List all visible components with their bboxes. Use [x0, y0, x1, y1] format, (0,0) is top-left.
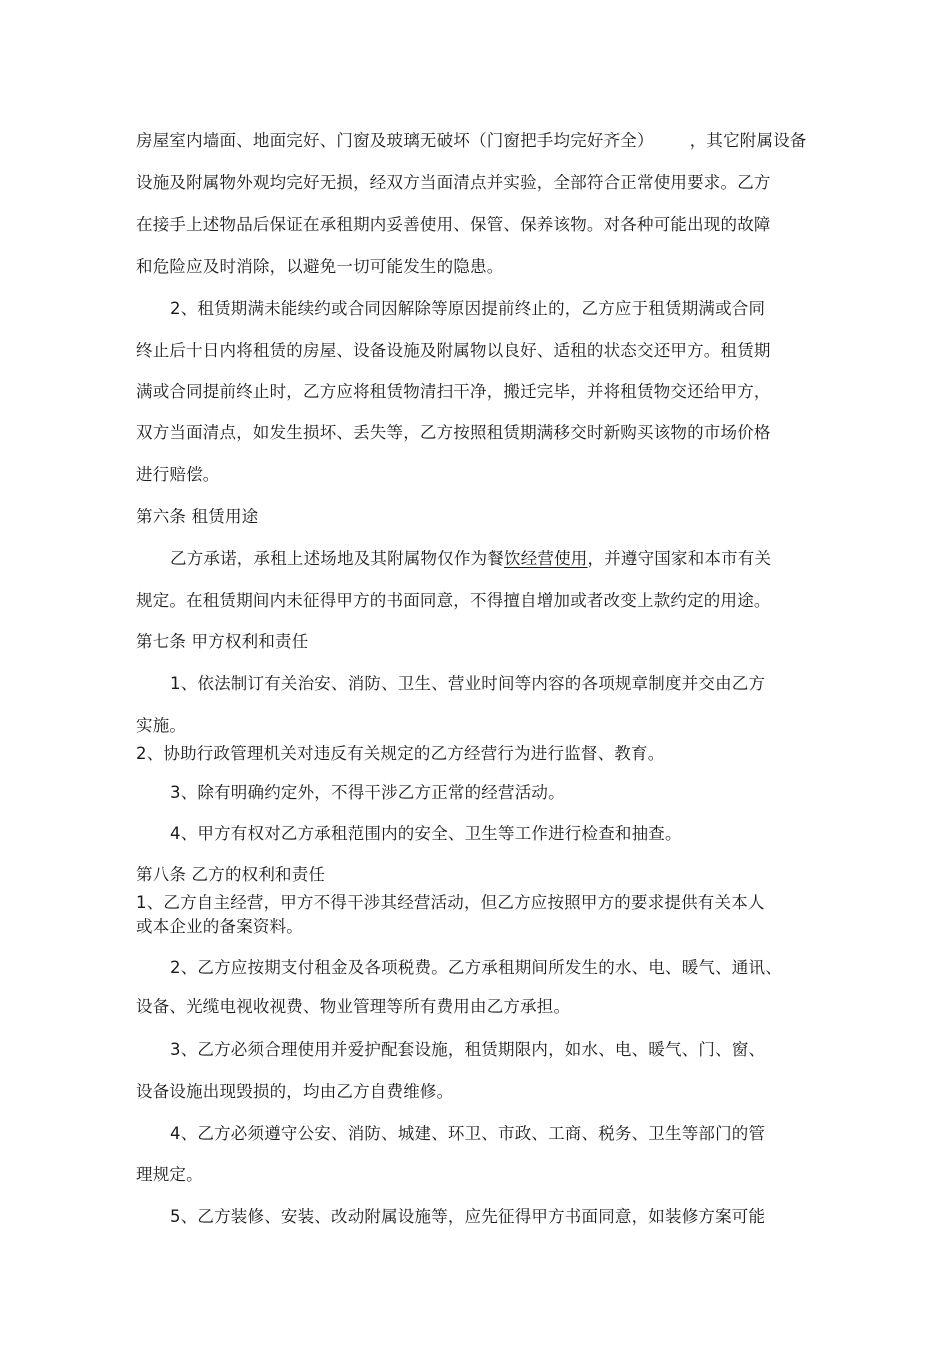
paragraph-line: 5、乙方装修、安装、改动附属设施等，应先征得甲方书面同意，如装修方案可能 [170, 1207, 766, 1226]
paragraph-line: 2、协助行政管理机关对违反有关规定的乙方经营行为进行监督、教育。 [136, 744, 665, 763]
paragraph-line: 在接手上述物品后保证在承租期内妥善使用、保管、保养该物。对各种可能出现的故障 [136, 215, 771, 234]
text-segment: 房屋室内墙面、地面完好、门窗及玻璃无破坏（门窗把手均完好齐全） [136, 131, 654, 150]
section-heading-article-8: 第八条 乙方的权利和责任 [136, 865, 326, 884]
text-segment: 乙方承诺，承租上述场地及其附属物仅作为餐 [170, 549, 504, 568]
paragraph-line: 4、乙方必须遵守公安、消防、城建、环卫、市政、工商、税务、卫生等部门的管 [170, 1124, 766, 1143]
paragraph-line: 设备、光缆电视收视费、物业管理等所有费用由乙方承担。 [136, 997, 571, 1016]
paragraph-line: 3、乙方必须合理使用并爱护配套设施，租赁期限内，如水、电、暖气、门、窗、 [170, 1040, 766, 1059]
underlined-text: 饮经营使用 [504, 549, 588, 568]
paragraph-line: 1、乙方自主经营，甲方不得干涉其经营活动，但乙方应按照甲方的要求提供有关本人 [136, 893, 765, 912]
paragraph-line: 终止后十日内将租赁的房屋、设备设施及附属物以良好、适租的状态交还甲方。租赁期 [136, 341, 771, 360]
text-segment: ，其它附属设备 [689, 131, 807, 150]
paragraph-line: 4、甲方有权对乙方承租范围内的安全、卫生等工作进行检查和抽查。 [170, 824, 682, 843]
paragraph-line: 2、乙方应按期支付租金及各项税费。乙方承租期间所发生的水、电、暖气、通讯、 [170, 958, 782, 977]
paragraph-line [136, 131, 807, 151]
paragraph-line: 设施及附属物外观均完好无损，经双方当面清点并实验，全部符合正常使用要求。乙方 [136, 173, 771, 192]
section-heading-article-7: 第七条 甲方权利和责任 [136, 632, 309, 651]
paragraph-line: 满或合同提前终止时，乙方应将租赁物清扫干净，搬迁完毕，并将租赁物交还给甲方， [136, 382, 771, 401]
paragraph-line: 理规定。 [136, 1165, 203, 1184]
section-heading-article-6: 第六条 租赁用途 [136, 507, 259, 526]
paragraph-line: 1、依法制订有关治安、消防、卫生、营业时间等内容的各项规章制度并交由乙方 [170, 674, 766, 693]
paragraph-line: 和危险应及时消除，以避免一切可能发生的隐患。 [136, 257, 504, 276]
paragraph-line [170, 549, 771, 569]
paragraph-line: 双方当面清点，如发生损坏、丢失等，乙方按照租赁期满移交时新购买该物的市场价格 [136, 423, 771, 442]
paragraph-line: 进行赔偿。 [136, 465, 220, 484]
paragraph-line: 规定。在租赁期间内未征得甲方的书面同意，不得擅自增加或者改变上款约定的用途。 [136, 591, 771, 610]
paragraph-line: 实施。 [136, 716, 187, 735]
paragraph-line: 设备设施出现毁损的，均由乙方自费维修。 [136, 1082, 454, 1101]
text-segment: ，并遵守国家和本市有关 [587, 549, 772, 568]
paragraph-line: 2、租赁期满未能续约或合同因解除等原因提前终止的，乙方应于租赁期满或合同 [170, 299, 766, 318]
paragraph-line: 或本企业的备案资料。 [136, 917, 303, 936]
paragraph-line: 3、除有明确约定外，不得干涉乙方正常的经营活动。 [170, 783, 565, 802]
